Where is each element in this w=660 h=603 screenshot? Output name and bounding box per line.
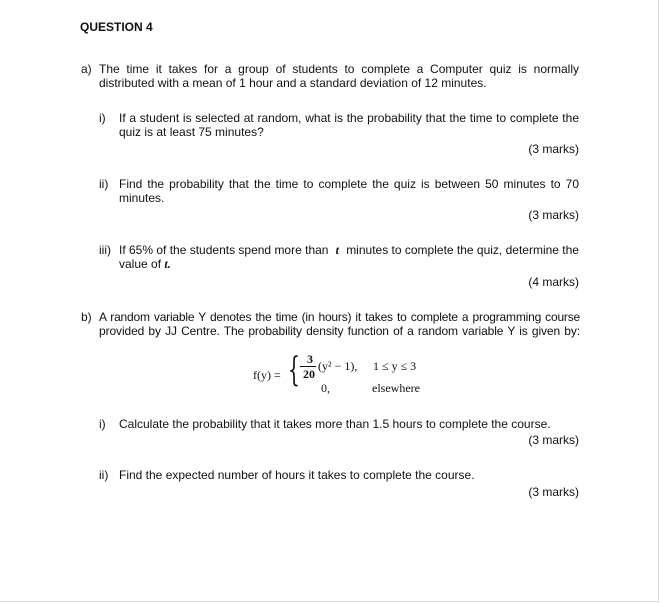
- part-a-iii-line2: [119, 257, 171, 271]
- part-a-iii-text-pre: If 65% of the students spend more than: [119, 243, 329, 257]
- left-brace: {: [288, 350, 300, 390]
- part-b-i-marks: (3 marks): [528, 433, 579, 447]
- variable-t: t: [335, 243, 339, 257]
- part-a-intro-line1: The time it takes for a group of students to complete a Computer quiz is normally: [99, 62, 579, 76]
- question-title: QUESTION 4: [80, 20, 153, 34]
- pdf-lhs: f(y) =: [253, 368, 281, 382]
- part-b-intro-line2: provided by JJ Centre. The probability density function of a random variable Y is given by:: [99, 324, 580, 338]
- part-a-i-marks: (3 marks): [528, 142, 579, 156]
- part-a-intro-line2: distributed with a mean of 1 hour and a standard deviation of 12 minutes.: [99, 76, 487, 90]
- pdf-condition-1: 1 ≤ y ≤ 3: [373, 359, 417, 373]
- frac-denominator: 20: [303, 367, 315, 381]
- part-a-ii-label: ii): [99, 177, 109, 191]
- part-a-ii-line1: Find the probability that the time to complete the quiz is between 50 minutes to 70: [119, 177, 579, 191]
- frac-numerator: 3: [307, 352, 313, 366]
- part-a-ii-line2: minutes.: [119, 191, 165, 205]
- part-a-i-line1: If a student is selected at random, what is the probability that the time to complete the: [119, 111, 579, 125]
- part-a-iii-marks: (4 marks): [528, 275, 579, 289]
- part-a-label: a): [81, 62, 92, 76]
- part-b-ii-marks: (3 marks): [528, 485, 579, 499]
- part-a-iii-line2-pre: value of: [119, 257, 162, 271]
- pdf-condition-2: elsewhere: [372, 381, 420, 395]
- part-a-iii-label: iii): [99, 243, 111, 257]
- part-b-label: b): [81, 310, 92, 324]
- part-a-iii-line1: [119, 243, 579, 257]
- pdf-zero: 0,: [321, 381, 330, 395]
- part-a-iii-text-post: minutes to complete the quiz, determine the: [346, 243, 579, 257]
- part-b-i-text: Calculate the probability that it takes more than 1.5 hours to complete the course.: [119, 417, 551, 431]
- part-a-ii-marks: (3 marks): [528, 208, 579, 222]
- part-b-ii-label: ii): [99, 468, 109, 482]
- variable-t-2: t.: [164, 257, 171, 271]
- part-b-intro-line1: A random variable Y denotes the time (in hours) it takes to complete a programming course: [99, 310, 580, 324]
- pdf-expression: (y² − 1),: [318, 359, 358, 373]
- part-a-i-label: i): [99, 111, 106, 125]
- part-b-i-label: i): [99, 417, 106, 431]
- part-a-i-line2: quiz is at least 75 minutes?: [119, 125, 264, 139]
- part-b-ii-text: Find the expected number of hours it takes to complete the course.: [119, 468, 475, 482]
